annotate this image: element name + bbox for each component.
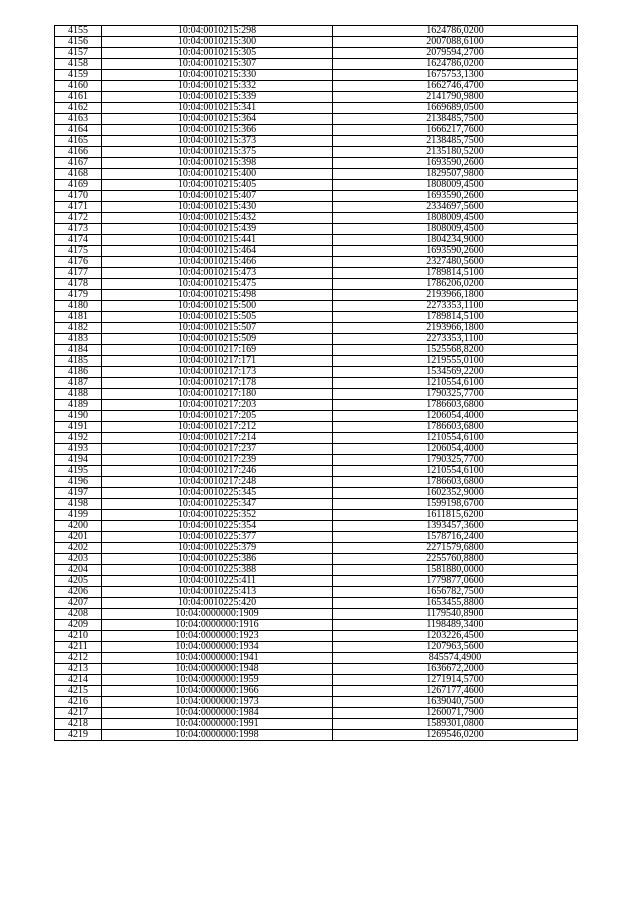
- table-row: [55, 114, 578, 125]
- cadastral-number-cell: 10:04:0000000:1966: [102, 686, 333, 697]
- cadastral-number-cell: 10:04:0010215:405: [102, 180, 333, 191]
- value-cell: 1269546,0200: [333, 730, 578, 741]
- row-number-cell: 4217: [55, 708, 102, 719]
- row-number-cell: 4169: [55, 180, 102, 191]
- cadastral-number-cell: 10:04:0010217:214: [102, 433, 333, 444]
- cadastral-number-cell: 10:04:0000000:1923: [102, 631, 333, 642]
- table-row: [55, 565, 578, 576]
- row-number-cell: 4207: [55, 598, 102, 609]
- value-cell: 2193966,1800: [333, 290, 578, 301]
- table-row: [55, 268, 578, 279]
- value-cell: 2327480,5600: [333, 257, 578, 268]
- value-cell: 1786206,0200: [333, 279, 578, 290]
- row-number-cell: 4192: [55, 433, 102, 444]
- row-number-cell: 4208: [55, 609, 102, 620]
- row-number-cell: 4168: [55, 169, 102, 180]
- table-row: [55, 466, 578, 477]
- cadastral-number-cell: 10:04:0010215:505: [102, 312, 333, 323]
- cadastral-number-cell: 10:04:0000000:1959: [102, 675, 333, 686]
- table-row: [55, 631, 578, 642]
- cadastral-number-cell: 10:04:0010215:400: [102, 169, 333, 180]
- value-cell: 1210554,6100: [333, 378, 578, 389]
- row-number-cell: 4177: [55, 268, 102, 279]
- cadastral-number-cell: 10:04:0000000:1948: [102, 664, 333, 675]
- cadastral-number-cell: 10:04:0000000:1916: [102, 620, 333, 631]
- value-cell: 2079594,2700: [333, 48, 578, 59]
- row-number-cell: 4216: [55, 697, 102, 708]
- cadastral-number-cell: 10:04:0010217:178: [102, 378, 333, 389]
- row-number-cell: 4202: [55, 543, 102, 554]
- cadastral-number-cell: 10:04:0000000:1973: [102, 697, 333, 708]
- cadastral-number-cell: 10:04:0010225:388: [102, 565, 333, 576]
- value-cell: 2141790,9800: [333, 92, 578, 103]
- table-row: [55, 433, 578, 444]
- table-row: [55, 224, 578, 235]
- cadastral-number-cell: 10:04:0010215:509: [102, 334, 333, 345]
- value-cell: 1525568,8200: [333, 345, 578, 356]
- cadastral-number-cell: 10:04:0010217:180: [102, 389, 333, 400]
- row-number-cell: 4156: [55, 37, 102, 48]
- value-cell: 2135180,5200: [333, 147, 578, 158]
- cadastral-number-cell: 10:04:0010215:332: [102, 81, 333, 92]
- value-cell: 1808009,4500: [333, 224, 578, 235]
- cadastral-number-cell: 10:04:0010215:498: [102, 290, 333, 301]
- value-cell: 2273353,1100: [333, 301, 578, 312]
- cadastral-number-cell: 10:04:0000000:1934: [102, 642, 333, 653]
- value-cell: 1624786,0200: [333, 26, 578, 37]
- table-row: [55, 367, 578, 378]
- cadastral-number-cell: 10:04:0010215:341: [102, 103, 333, 114]
- value-cell: 1207963,5600: [333, 642, 578, 653]
- cadastral-number-cell: 10:04:0010225:354: [102, 521, 333, 532]
- row-number-cell: 4182: [55, 323, 102, 334]
- value-cell: 1206054,4000: [333, 411, 578, 422]
- value-cell: 1271914,5700: [333, 675, 578, 686]
- value-cell: 1581880,0000: [333, 565, 578, 576]
- value-cell: 1779877,0600: [333, 576, 578, 587]
- row-number-cell: 4186: [55, 367, 102, 378]
- table-row: [55, 444, 578, 455]
- value-cell: 2138485,7500: [333, 114, 578, 125]
- cadastral-number-cell: 10:04:0010215:430: [102, 202, 333, 213]
- row-number-cell: 4172: [55, 213, 102, 224]
- row-number-cell: 4209: [55, 620, 102, 631]
- row-number-cell: 4176: [55, 257, 102, 268]
- table-row: [55, 422, 578, 433]
- cadastral-number-cell: 10:04:0010215:407: [102, 191, 333, 202]
- cadastral-number-cell: 10:04:0010215:464: [102, 246, 333, 257]
- value-cell: 1611815,6200: [333, 510, 578, 521]
- value-cell: 1602352,9000: [333, 488, 578, 499]
- value-cell: 1790325,7700: [333, 389, 578, 400]
- row-number-cell: 4174: [55, 235, 102, 246]
- row-number-cell: 4178: [55, 279, 102, 290]
- value-cell: 1808009,4500: [333, 180, 578, 191]
- value-cell: 1534569,2200: [333, 367, 578, 378]
- row-number-cell: 4181: [55, 312, 102, 323]
- value-cell: 1675753,1300: [333, 70, 578, 81]
- row-number-cell: 4201: [55, 532, 102, 543]
- table-row: [55, 125, 578, 136]
- value-cell: 1210554,6100: [333, 466, 578, 477]
- table-row: [55, 59, 578, 70]
- value-cell: 1829507,9800: [333, 169, 578, 180]
- value-cell: 1636672,2000: [333, 664, 578, 675]
- value-cell: 1693590,2600: [333, 158, 578, 169]
- row-number-cell: 4165: [55, 136, 102, 147]
- value-cell: 1789814,5100: [333, 312, 578, 323]
- value-cell: 1786603,6800: [333, 477, 578, 488]
- cadastral-value-table: [54, 25, 578, 741]
- table-row: [55, 642, 578, 653]
- value-cell: 1786603,6800: [333, 422, 578, 433]
- cadastral-number-cell: 10:04:0010217:246: [102, 466, 333, 477]
- table-row: [55, 235, 578, 246]
- value-cell: 2334697,5600: [333, 202, 578, 213]
- row-number-cell: 4167: [55, 158, 102, 169]
- value-cell: 1206054,4000: [333, 444, 578, 455]
- value-cell: 1179540,8900: [333, 609, 578, 620]
- cadastral-number-cell: 10:04:0010215:307: [102, 59, 333, 70]
- row-number-cell: 4203: [55, 554, 102, 565]
- row-number-cell: 4219: [55, 730, 102, 741]
- row-number-cell: 4163: [55, 114, 102, 125]
- row-number-cell: 4214: [55, 675, 102, 686]
- table-row: [55, 312, 578, 323]
- value-cell: 2255760,8800: [333, 554, 578, 565]
- table-row: [55, 686, 578, 697]
- cadastral-number-cell: 10:04:0010225:411: [102, 576, 333, 587]
- row-number-cell: 4187: [55, 378, 102, 389]
- row-number-cell: 4183: [55, 334, 102, 345]
- cadastral-number-cell: 10:04:0010215:373: [102, 136, 333, 147]
- table-row: [55, 257, 578, 268]
- value-cell: 1804234,9000: [333, 235, 578, 246]
- row-number-cell: 4179: [55, 290, 102, 301]
- cadastral-number-cell: 10:04:0000000:1941: [102, 653, 333, 664]
- value-cell: 1260071,7900: [333, 708, 578, 719]
- table-row: [55, 730, 578, 741]
- table-row: [55, 708, 578, 719]
- table-row: [55, 400, 578, 411]
- cadastral-number-cell: 10:04:0010215:473: [102, 268, 333, 279]
- row-number-cell: 4210: [55, 631, 102, 642]
- table-row: [55, 477, 578, 488]
- table-row: [55, 81, 578, 92]
- cadastral-number-cell: 10:04:0010215:432: [102, 213, 333, 224]
- table-row: [55, 48, 578, 59]
- table-row: [55, 510, 578, 521]
- cadastral-number-cell: 10:04:0010217:237: [102, 444, 333, 455]
- cadastral-number-cell: 10:04:0000000:1909: [102, 609, 333, 620]
- row-number-cell: 4185: [55, 356, 102, 367]
- row-number-cell: 4200: [55, 521, 102, 532]
- table-row: [55, 587, 578, 598]
- row-number-cell: 4195: [55, 466, 102, 477]
- value-cell: 1198489,3400: [333, 620, 578, 631]
- value-cell: 1656782,7500: [333, 587, 578, 598]
- value-cell: 1599198,6700: [333, 499, 578, 510]
- cadastral-number-cell: 10:04:0010217:205: [102, 411, 333, 422]
- row-number-cell: 4166: [55, 147, 102, 158]
- value-cell: 1203226,4500: [333, 631, 578, 642]
- table-row: [55, 543, 578, 554]
- row-number-cell: 4211: [55, 642, 102, 653]
- table-row: [55, 664, 578, 675]
- table-row: [55, 202, 578, 213]
- table-row: [55, 323, 578, 334]
- cadastral-number-cell: 10:04:0010215:441: [102, 235, 333, 246]
- cadastral-number-cell: 10:04:0010215:364: [102, 114, 333, 125]
- row-number-cell: 4197: [55, 488, 102, 499]
- row-number-cell: 4199: [55, 510, 102, 521]
- table-row: [55, 653, 578, 664]
- cadastral-number-cell: 10:04:0010215:339: [102, 92, 333, 103]
- value-cell: 1393457,3600: [333, 521, 578, 532]
- cadastral-number-cell: 10:04:0010215:507: [102, 323, 333, 334]
- value-cell: 1578716,2400: [333, 532, 578, 543]
- cadastral-number-cell: 10:04:0010225:347: [102, 499, 333, 510]
- row-number-cell: 4189: [55, 400, 102, 411]
- table-row: [55, 191, 578, 202]
- table-row: [55, 213, 578, 224]
- row-number-cell: 4213: [55, 664, 102, 675]
- cadastral-number-cell: 10:04:0010217:203: [102, 400, 333, 411]
- row-number-cell: 4206: [55, 587, 102, 598]
- value-cell: 2271579,6800: [333, 543, 578, 554]
- value-cell: 1693590,2600: [333, 246, 578, 257]
- table-row: [55, 180, 578, 191]
- row-number-cell: 4184: [55, 345, 102, 356]
- table-row: [55, 455, 578, 466]
- table-row: [55, 411, 578, 422]
- cadastral-number-cell: 10:04:0010215:366: [102, 125, 333, 136]
- row-number-cell: 4188: [55, 389, 102, 400]
- table-row: [55, 488, 578, 499]
- table-row: [55, 521, 578, 532]
- row-number-cell: 4175: [55, 246, 102, 257]
- value-cell: 2007088,6100: [333, 37, 578, 48]
- row-number-cell: 4196: [55, 477, 102, 488]
- table-row: [55, 136, 578, 147]
- cadastral-number-cell: 10:04:0000000:1998: [102, 730, 333, 741]
- value-cell: 1790325,7700: [333, 455, 578, 466]
- cadastral-number-cell: 10:04:0010225:386: [102, 554, 333, 565]
- row-number-cell: 4212: [55, 653, 102, 664]
- cadastral-number-cell: 10:04:0010215:466: [102, 257, 333, 268]
- table-row: [55, 103, 578, 114]
- row-number-cell: 4170: [55, 191, 102, 202]
- row-number-cell: 4218: [55, 719, 102, 730]
- value-cell: 1267177,4600: [333, 686, 578, 697]
- value-cell: 2193966,1800: [333, 323, 578, 334]
- value-cell: 1589301,0800: [333, 719, 578, 730]
- table-row: [55, 169, 578, 180]
- row-number-cell: 4158: [55, 59, 102, 70]
- table-row: [55, 147, 578, 158]
- table-row: [55, 92, 578, 103]
- table-row: [55, 532, 578, 543]
- value-cell: 1639040,7500: [333, 697, 578, 708]
- cadastral-number-cell: 10:04:0010217:171: [102, 356, 333, 367]
- table-row: [55, 334, 578, 345]
- table-row: [55, 356, 578, 367]
- row-number-cell: 4190: [55, 411, 102, 422]
- cadastral-number-cell: 10:04:0010215:398: [102, 158, 333, 169]
- value-cell: 1669689,0500: [333, 103, 578, 114]
- row-number-cell: 4194: [55, 455, 102, 466]
- table-body: [55, 26, 578, 741]
- table-row: [55, 37, 578, 48]
- cadastral-number-cell: 10:04:0010215:330: [102, 70, 333, 81]
- value-cell: 1786603,6800: [333, 400, 578, 411]
- table-row: [55, 70, 578, 81]
- cadastral-number-cell: 10:04:0010225:379: [102, 543, 333, 554]
- table-row: [55, 389, 578, 400]
- cadastral-number-cell: 10:04:0010215:475: [102, 279, 333, 290]
- table-row: [55, 499, 578, 510]
- table-row: [55, 345, 578, 356]
- row-number-cell: 4193: [55, 444, 102, 455]
- row-number-cell: 4162: [55, 103, 102, 114]
- row-number-cell: 4159: [55, 70, 102, 81]
- cadastral-number-cell: 10:04:0010217:248: [102, 477, 333, 488]
- table-row: [55, 675, 578, 686]
- table-row: [55, 620, 578, 631]
- value-cell: 1219555,0100: [333, 356, 578, 367]
- row-number-cell: 4157: [55, 48, 102, 59]
- row-number-cell: 4215: [55, 686, 102, 697]
- table-row: [55, 697, 578, 708]
- table-row: [55, 301, 578, 312]
- table-row: [55, 290, 578, 301]
- cadastral-number-cell: 10:04:0010225:413: [102, 587, 333, 598]
- table-row: [55, 279, 578, 290]
- table-row: [55, 26, 578, 37]
- cadastral-number-cell: 10:04:0010217:169: [102, 345, 333, 356]
- cadastral-number-cell: 10:04:0000000:1984: [102, 708, 333, 719]
- value-cell: 1666217,7600: [333, 125, 578, 136]
- cadastral-number-cell: 10:04:0010215:300: [102, 37, 333, 48]
- cadastral-number-cell: 10:04:0010215:500: [102, 301, 333, 312]
- table-row: [55, 158, 578, 169]
- cadastral-number-cell: 10:04:0010225:420: [102, 598, 333, 609]
- row-number-cell: 4204: [55, 565, 102, 576]
- value-cell: 1210554,6100: [333, 433, 578, 444]
- cadastral-number-cell: 10:04:0010215:298: [102, 26, 333, 37]
- value-cell: 1789814,5100: [333, 268, 578, 279]
- cadastral-number-cell: 10:04:0010225:345: [102, 488, 333, 499]
- table-row: [55, 378, 578, 389]
- cadastral-number-cell: 10:04:0010225:377: [102, 532, 333, 543]
- value-cell: 1653455,8800: [333, 598, 578, 609]
- row-number-cell: 4164: [55, 125, 102, 136]
- cadastral-number-cell: 10:04:0010217:239: [102, 455, 333, 466]
- cadastral-number-cell: 10:04:0010215:305: [102, 48, 333, 59]
- row-number-cell: 4155: [55, 26, 102, 37]
- value-cell: 2138485,7500: [333, 136, 578, 147]
- value-cell: 1624786,0200: [333, 59, 578, 70]
- cadastral-number-cell: 10:04:0010217:212: [102, 422, 333, 433]
- cadastral-number-cell: 10:04:0010225:352: [102, 510, 333, 521]
- cadastral-number-cell: 10:04:0010215:439: [102, 224, 333, 235]
- row-number-cell: 4180: [55, 301, 102, 312]
- row-number-cell: 4191: [55, 422, 102, 433]
- value-cell: 2273353,1100: [333, 334, 578, 345]
- row-number-cell: 4173: [55, 224, 102, 235]
- row-number-cell: 4171: [55, 202, 102, 213]
- table-row: [55, 719, 578, 730]
- cadastral-number-cell: 10:04:0010215:375: [102, 147, 333, 158]
- row-number-cell: 4161: [55, 92, 102, 103]
- row-number-cell: 4205: [55, 576, 102, 587]
- row-number-cell: 4160: [55, 81, 102, 92]
- cadastral-number-cell: 10:04:0010217:173: [102, 367, 333, 378]
- table-row: [55, 554, 578, 565]
- table-row: [55, 609, 578, 620]
- value-cell: 1808009,4500: [333, 213, 578, 224]
- row-number-cell: 4198: [55, 499, 102, 510]
- value-cell: 1662746,4700: [333, 81, 578, 92]
- table-row: [55, 246, 578, 257]
- cadastral-number-cell: 10:04:0000000:1991: [102, 719, 333, 730]
- value-cell: 845574,4900: [333, 653, 578, 664]
- table-row: [55, 598, 578, 609]
- value-cell: 1693590,2600: [333, 191, 578, 202]
- table-row: [55, 576, 578, 587]
